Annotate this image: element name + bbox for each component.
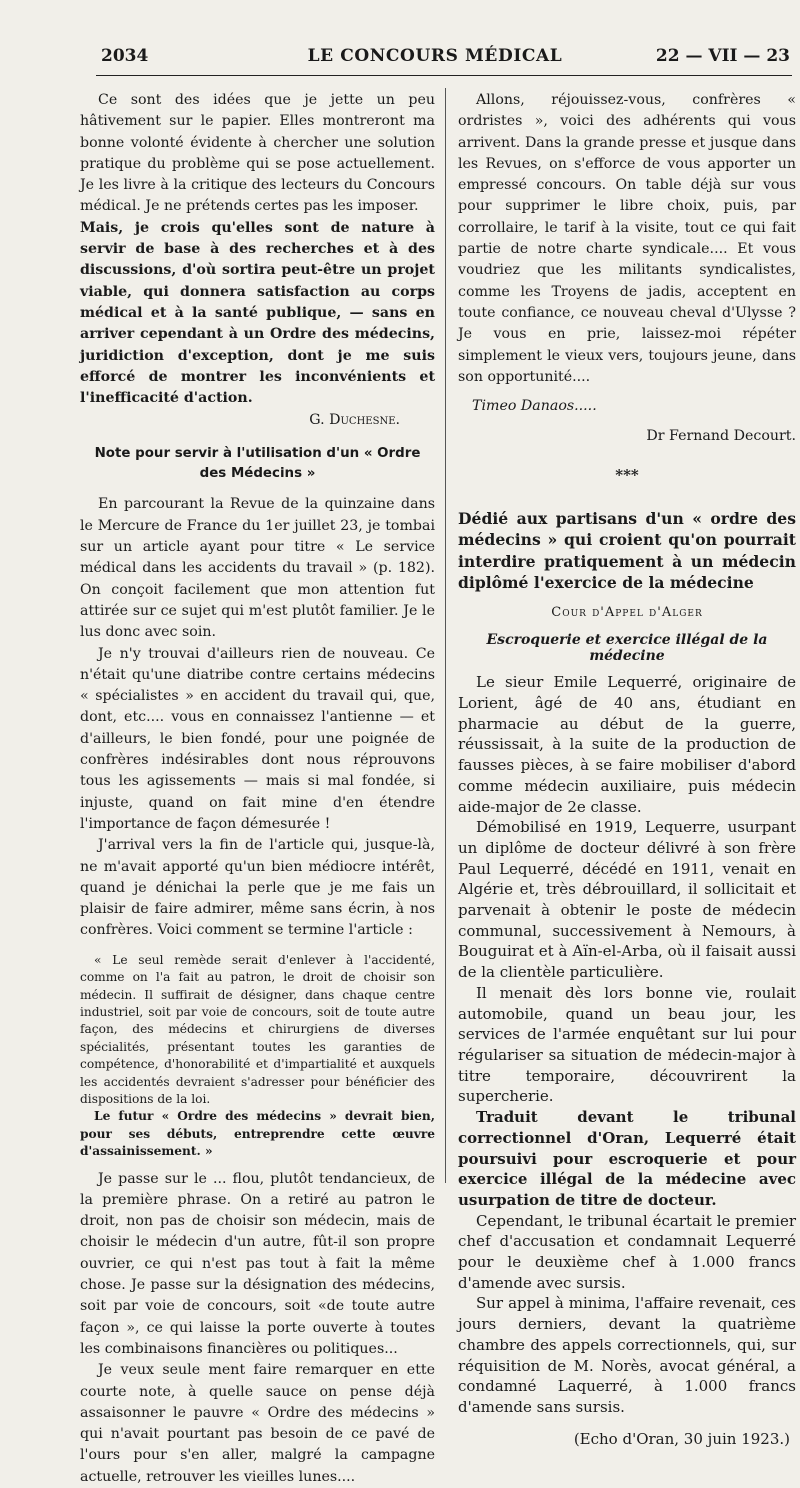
- section-separator-stars: ***: [615, 466, 639, 485]
- note-paragraph-2: Je n'y trouvai d'ailleurs rien de nouveau. Ce n'était qu'une diatribe contre certains médecins « spécialistes » en accident du travail qui, que, dont, etc.... vous en connaissez l'antienne — et d'ailleurs, le bien fondé, pour une poignée de confrères indésirables dont nous réprouvons tous les agissements — mais si mal fondée, si injuste, quand on fait mine d'en étendre l'importance de façon démesurée !: [80, 645, 435, 832]
- quotation-block: [80, 952, 435, 1161]
- note-paragraph-1: En parcourant la Revue de la quinzaine dans le Mercure de France du 1er juillet 23, je tombai sur un article ayant pour titre « Le service médical dans les accidents du travail » (p. 182). On conçoit facilement que mon attention fut attirée sur ce sujet qui m'est plutôt familier. Je le lus donc avec soin.: [80, 496, 435, 641]
- signature-decourt: Dr Fernand Decourt.: [646, 428, 796, 445]
- article-paragraph-6: Sur appel à minima, l'affaire revenait, ces jours derniers, devant la quatrième chambre des appels correctionnels, qui, sur réquisition de M. Norès, avocat général, a condamné Laquerré, à 1.000 francs d'amende sans sursis.: [458, 1294, 796, 1416]
- note-heading: Note pour servir à l'utilisation d'un « Ordre des Médecins »: [94, 446, 421, 482]
- article-paragraph-5: Cependant, le tribunal écartait le premier chef d'accusation et condamnait Lequerré pour le deuxième chef à 1.000 francs d'amende avec sursis.: [458, 1211, 796, 1292]
- header-rule: [96, 75, 792, 76]
- left-paragraph-1: Ce sont des idées que je jette un peu hâtivement sur le papier. Elles montreront ma bonne volonté évidente à chercher une solution pratique du problème qui se pose actuellement. Je les livre à la critique des lecteurs du Concours médical. Je ne prétends certes pas les imposer.: [80, 92, 435, 215]
- issue-date: 22 — VII — 23: [655, 46, 790, 66]
- article-paragraph-4: Traduit devant le tribunal correctionnel d'Oran, Lequerré était poursuivi pour escroquerie et pour exercice illégal de la médecine avec usurpation de titre de docteur.: [458, 1108, 796, 1209]
- article-paragraph-2: Démobilisé en 1919, Lequerre, usurpant un diplôme de docteur délivré à son frère Paul Lequerré, décédé en 1911, venait en Algérie et, très débrouillard, il sollicitait et parvenait à obtenir le poste de médecin communal, successivement à Nemours, à Bouguirat et à Aïn-el-Arba, où il faisait aussi de la clientèle particulière.: [458, 818, 796, 982]
- note-paragraph-3: J'arrival vers la fin de l'article qui, jusque-là, ne m'avait apporté qu'un bien médiocre intérêt, quand je dénichai la perle que je me fais un plaisir de faire admirer, même sans écrin, à nos confrères. Voici comment se termine l'article :: [80, 837, 435, 939]
- court-name: Cour d'Appel d'Alger: [551, 605, 703, 621]
- quote-paragraph-2: Le futur « Ordre des médecins » devrait bien, pour ses débuts, entreprendre cette œuvre d'assainissement. »: [80, 1109, 435, 1159]
- article-subtitle: Escroquerie et exercice illégal de la médecine: [486, 632, 768, 665]
- left-column: [80, 90, 435, 1488]
- timeo-quote: Timeo Danaos.....: [472, 398, 597, 415]
- note-paragraph-5: Je veux seule ment faire remarquer en ette courte note, à quelle sauce on pense déjà assaisonner le pauvre « Ordre des médecins » qui n'avait pourtant pas besoin de ce pavé de l'ours pour s'en aller, malgré la campagne actuelle, retrouver les vieilles lunes....: [80, 1362, 435, 1485]
- quote-paragraph-1: « Le seul remède serait d'enlever à l'accidenté, comme on l'a fait au patron, le droit de choisir son médecin. Il suffirait de désigner, dans chaque centre industriel, soit par voie de concours, soit de toute autre façon, des médecins et chirurgiens de diverses spécialités, présentant toutes les garanties de compétence, d'honorabilité et d'impartialité et auxquels les accidentés devraient s'adresser pour bénéficier des dispositions de la loi.: [80, 952, 435, 1106]
- article-paragraph-3: Il menait dès lors bonne vie, roulait automobile, quand un beau jour, les services de l'armée enquêtant sur lui pour régulariser sa situation de médecin-major à titre temporaire, découvrirent la supercherie.: [458, 983, 796, 1106]
- left-paragraph-1-bold: Mais, je crois qu'elles sont de nature à servir de base à des recherches et à des discussions, d'où sortira peut-être un projet viable, qui donnera satisfaction au corps médical et à la santé publique, — sans en arriver cependant à un Ordre des médecins, juridiction d'exception, dont je me suis efforcé de montrer les inconvénients et l'inefficacité d'action.: [80, 219, 435, 407]
- column-divider: [445, 88, 446, 1183]
- right-paragraph-1: Allons, réjouissez-vous, confrères « ordristes », voici des adhérents qui vous arrivent. Dans la grande presse et jusque dans les Revues, on s'efforce de vous apporter un empressé concours. On table déjà sur vous pour supprimer le libre choix, puis, par corrollaire, le tarif à la visite, tout ce qui fait partie de notre charte syndicale.... Et vous voudriez que les militants syndicalistes, comme les Troyens de jadis, acceptent en toute confiance, ce nouveau cheval d'Ulysse ? Je vous en prie, laissez-moi répéter simplement le vieux vers, toujours jeune, dans son opportunité....: [458, 92, 796, 385]
- article-title: Dédié aux partisans d'un « ordre des médecins » qui croient qu'on pourrait interdire pratiquement à un médecin diplômé l'exercice de la médecine: [458, 509, 796, 593]
- journal-title: LE CONCOURS MÉDICAL: [307, 46, 563, 66]
- page-number: 2034: [101, 46, 149, 66]
- page-header: [0, 38, 800, 78]
- note-paragraph-4: Je passe sur le ... flou, plutôt tendancieux, de la première phrase. On a retiré au patron le droit, non pas de choisir son médecin, mais de choisir le médecin d'un autre, fût-il son propre ouvrier, ce qui n'est pas tout à fait la même chose. Je passe sur la désignation des médecins, soit par voie de concours, soit «de toute autre façon », ce qui laisse la porte ouverte à toutes les combinaisons financières ou politiques...: [80, 1170, 435, 1357]
- article-paragraph-1: Le sieur Emile Lequerré, originaire de Lorient, âgé de 40 ans, étudiant en pharmacie au début de la guerre, réussissait, à la suite de la production de fausses pièces, à se faire mobiliser d'abord comme médecin auxiliaire, puis médecin aide-major de 2e classe.: [458, 673, 796, 816]
- article-source: (Echo d'Oran, 30 juin 1923.): [573, 1429, 790, 1448]
- right-column: [458, 90, 796, 1448]
- signature-duchesne: G. Duchesne.: [309, 412, 400, 429]
- article-body: [458, 672, 796, 1417]
